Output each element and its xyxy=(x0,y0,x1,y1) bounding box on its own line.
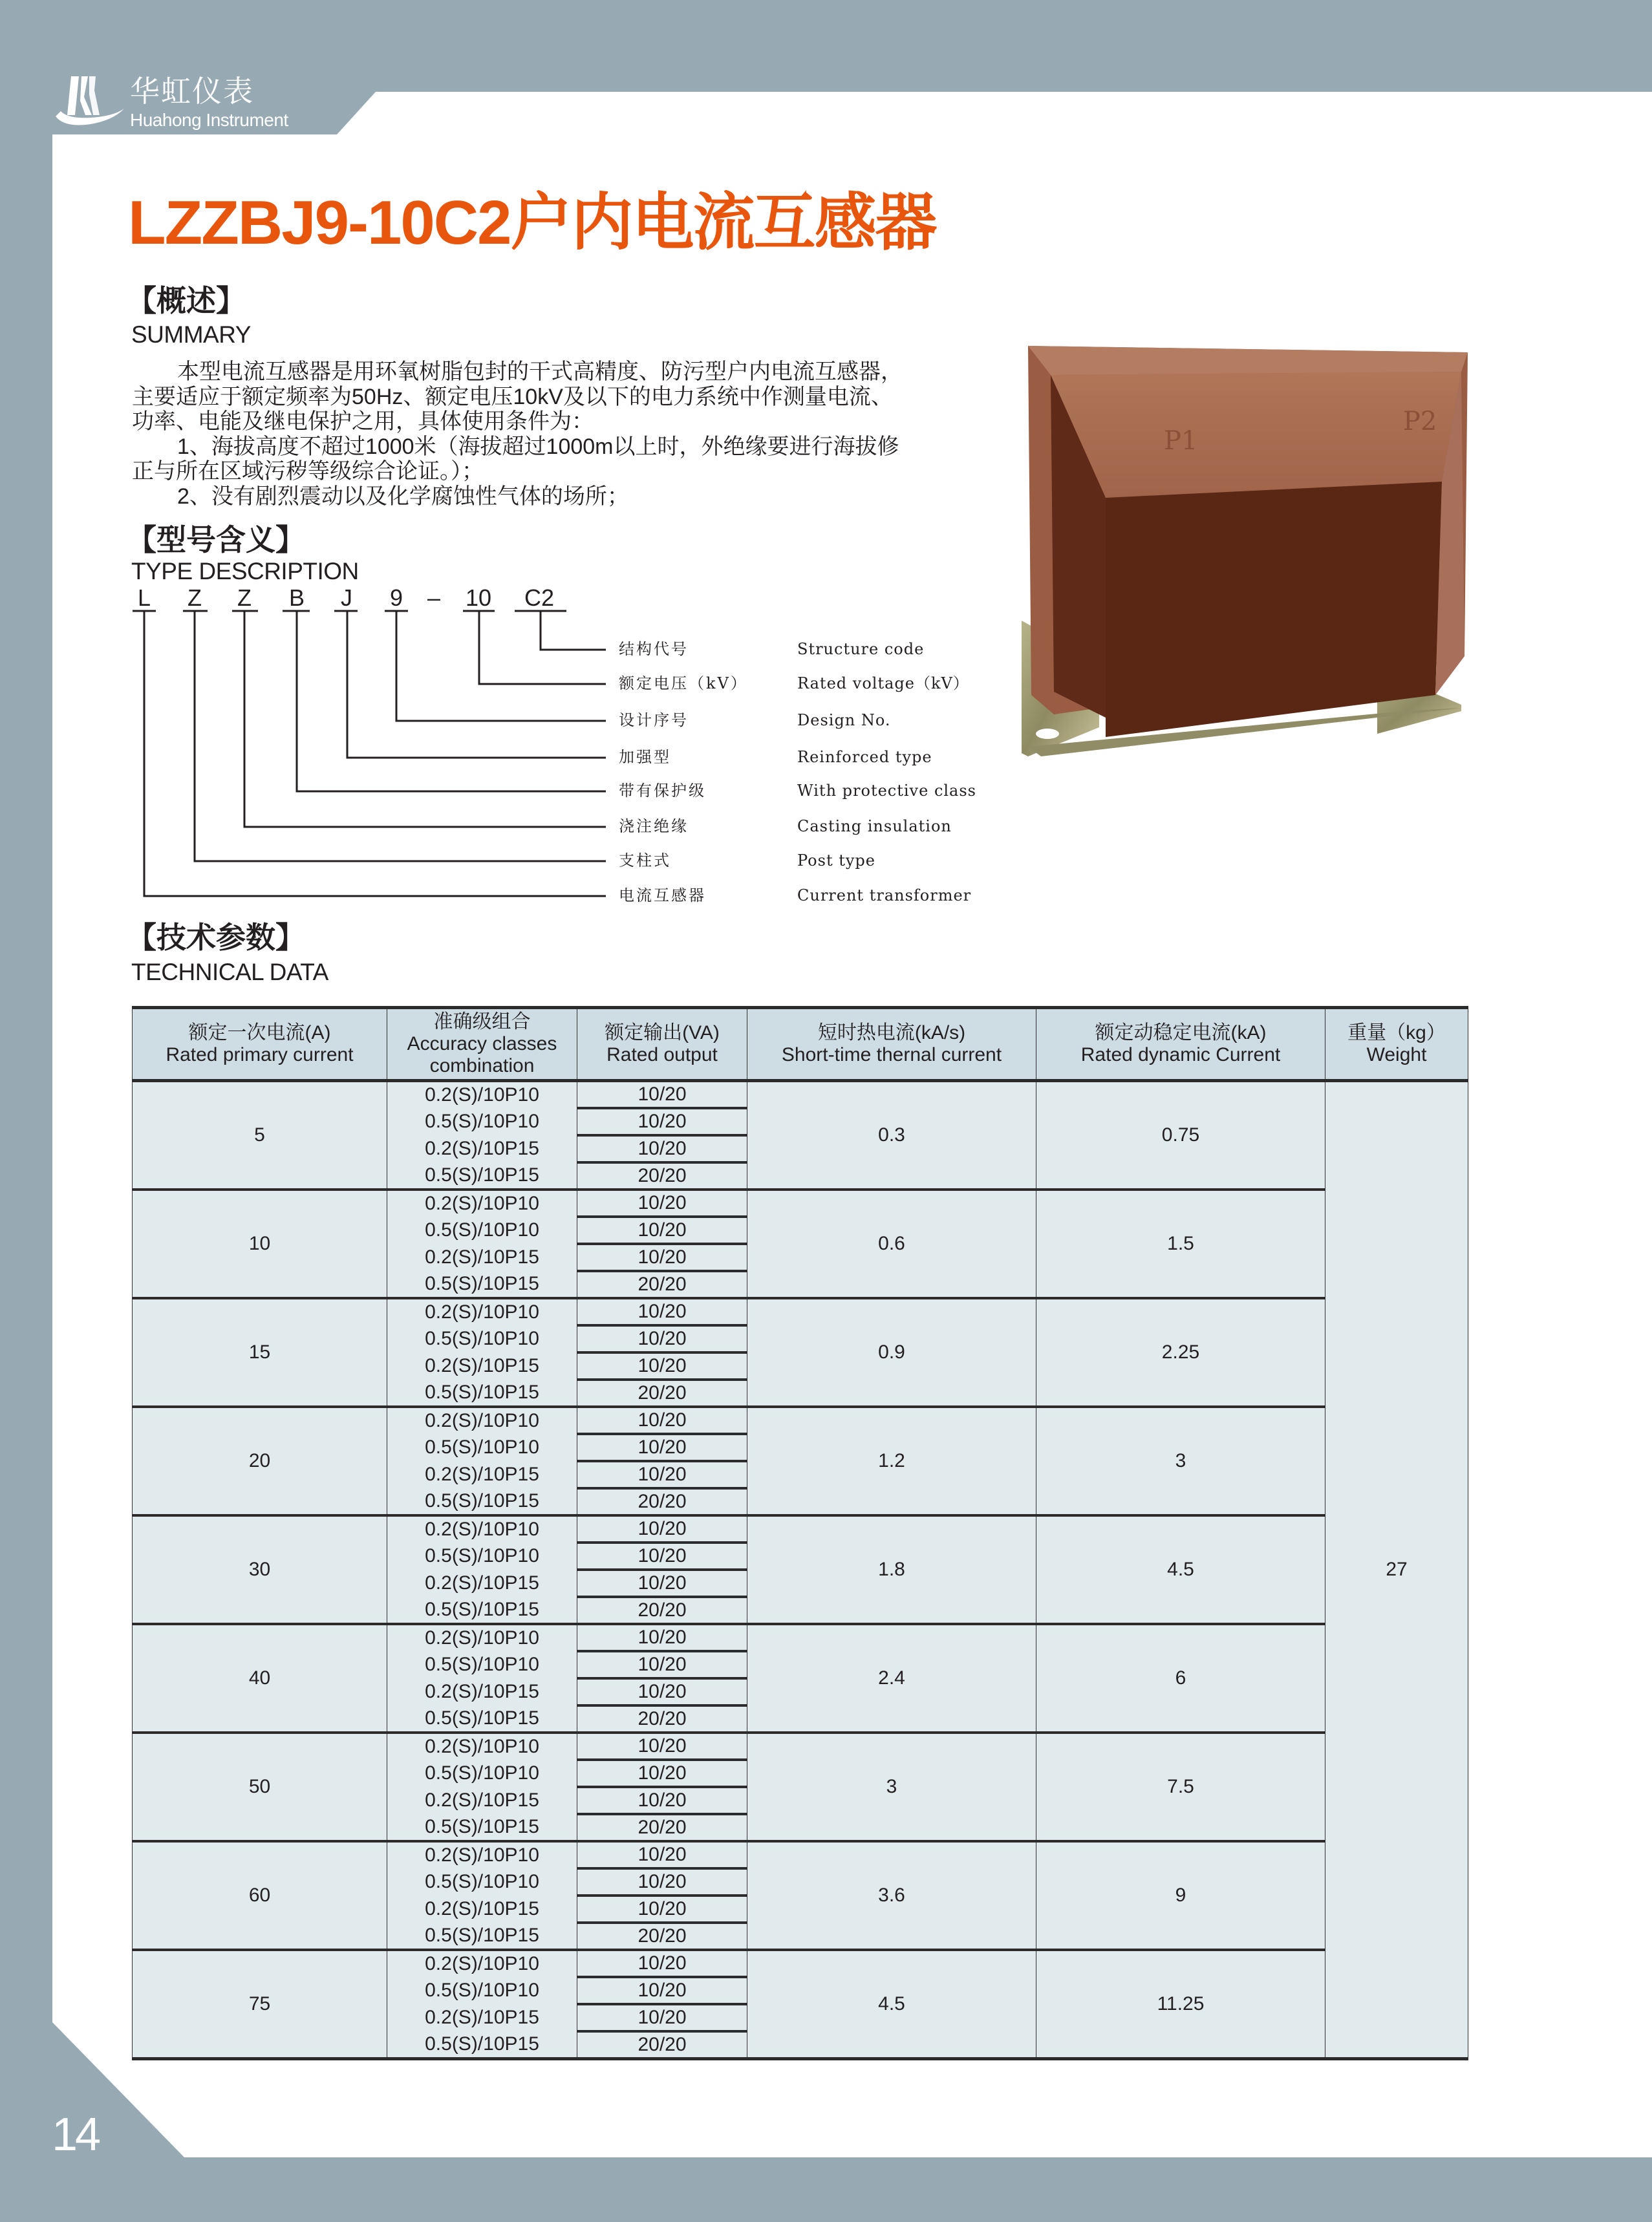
cell-accuracy-class: 0.5(S)/10P15 xyxy=(387,1380,577,1407)
type-code-letter: J xyxy=(341,584,352,611)
cell-accuracy-class: 0.5(S)/10P10 xyxy=(387,1868,577,1896)
cell-short-time-thermal-current: 0.6 xyxy=(747,1190,1036,1298)
table-header-row xyxy=(133,1008,1468,1081)
type-meaning-cn: 浇注绝缘 xyxy=(619,817,689,835)
cell-accuracy-class: 0.5(S)/10P15 xyxy=(387,2031,577,2059)
cell-rated-output: 20/20 xyxy=(577,1705,747,1733)
cell-rated-primary-current: 10 xyxy=(133,1190,387,1298)
cell-rated-output: 10/20 xyxy=(577,1678,747,1705)
cell-rated-output: 20/20 xyxy=(577,1814,747,1841)
cell-rated-output: 10/20 xyxy=(577,1352,747,1380)
cell-rated-output: 10/20 xyxy=(577,1244,747,1271)
cell-rated-primary-current: 50 xyxy=(133,1733,387,1841)
cell-rated-output: 10/20 xyxy=(577,1135,747,1162)
summary-line: 正与所在区域污秽等级综合论证。）； xyxy=(132,459,484,484)
cell-rated-output: 10/20 xyxy=(577,1434,747,1461)
header-rated-dynamic-current: 额定动稳定电流(kA) Rated dynamic Current xyxy=(1036,1008,1325,1081)
cell-accuracy-class: 0.5(S)/10P15 xyxy=(387,1162,577,1190)
cell-accuracy-class: 0.5(S)/10P10 xyxy=(387,1325,577,1352)
type-heading-en: TYPE DESCRIPTION xyxy=(131,558,359,584)
table-row xyxy=(133,1733,1468,1760)
cell-rated-primary-current: 40 xyxy=(133,1624,387,1733)
cell-rated-output: 10/20 xyxy=(577,1217,747,1244)
type-code-letter: 10 xyxy=(465,584,492,611)
table-row xyxy=(133,1190,1468,1217)
table-row xyxy=(133,1081,1468,1109)
summary-line: 2、没有剧烈震动以及化学腐蚀性气体的场所； xyxy=(177,484,629,509)
cell-short-time-thermal-current: 1.2 xyxy=(747,1407,1036,1515)
cell-rated-output: 20/20 xyxy=(577,1162,747,1190)
cell-rated-primary-current: 75 xyxy=(133,1950,387,2059)
brand-name-cn: 华虹仪表 xyxy=(130,74,254,108)
cell-rated-output: 10/20 xyxy=(577,1651,747,1678)
cell-accuracy-class: 0.2(S)/10P10 xyxy=(387,1733,577,1760)
type-meaning-en: Design No. xyxy=(797,711,891,729)
page-title: LZZBJ9-10C2户内电流互感器 xyxy=(128,188,936,257)
cell-rated-output: 10/20 xyxy=(577,1461,747,1488)
type-meaning-en: Structure code xyxy=(797,640,925,658)
cell-rated-dynamic-current: 2.25 xyxy=(1036,1298,1325,1407)
type-code-letter: Z xyxy=(237,584,252,611)
cell-rated-output: 10/20 xyxy=(577,1896,747,1923)
cell-accuracy-class: 0.2(S)/10P15 xyxy=(387,1352,577,1380)
summary-heading-en: SUMMARY xyxy=(131,321,251,348)
cell-rated-output: 20/20 xyxy=(577,1597,747,1624)
cell-accuracy-class: 0.2(S)/10P15 xyxy=(387,1570,577,1597)
type-meaning-cn: 结构代号 xyxy=(619,640,689,658)
table-row xyxy=(133,1407,1468,1434)
technical-heading-cn: 【技术参数】 xyxy=(127,921,305,954)
cell-short-time-thermal-current: 0.9 xyxy=(747,1298,1036,1407)
header-rated-primary-current: 额定一次电流(A) Rated primary current xyxy=(133,1008,387,1081)
product-photo xyxy=(1015,333,1481,756)
cell-short-time-thermal-current: 4.5 xyxy=(747,1950,1036,2059)
cell-rated-output: 10/20 xyxy=(577,1190,747,1217)
cell-accuracy-class: 0.5(S)/10P15 xyxy=(387,1488,577,1515)
cell-rated-dynamic-current: 7.5 xyxy=(1036,1733,1325,1841)
cell-rated-output: 20/20 xyxy=(577,1380,747,1407)
cell-rated-output: 20/20 xyxy=(577,1488,747,1515)
technical-heading-en: TECHNICAL DATA xyxy=(131,959,328,985)
type-meaning-cn: 加强型 xyxy=(619,748,671,766)
summary-line: 1、海拔高度不超过1000米（海拔超过1000m以上时，外绝缘要进行海拔修 xyxy=(177,434,899,459)
cell-accuracy-class: 0.5(S)/10P10 xyxy=(387,1543,577,1570)
cell-rated-dynamic-current: 1.5 xyxy=(1036,1190,1325,1298)
cell-rated-primary-current: 30 xyxy=(133,1515,387,1624)
cell-rated-output: 20/20 xyxy=(577,2031,747,2059)
header-short-time-thermal-current: 短时热电流(kA/s) Short-time thernal current xyxy=(747,1008,1036,1081)
type-code-letter: C2 xyxy=(524,584,555,611)
header-accuracy-classes: 准确级组合 Accuracy classes combination xyxy=(387,1008,577,1081)
type-meaning-en: With protective class xyxy=(797,782,976,800)
cell-rated-primary-current: 60 xyxy=(133,1841,387,1950)
brand-name-en: Huahong Instrument xyxy=(130,110,288,130)
cell-short-time-thermal-current: 3 xyxy=(747,1733,1036,1841)
cell-accuracy-class: 0.2(S)/10P10 xyxy=(387,1515,577,1543)
cell-accuracy-class: 0.2(S)/10P15 xyxy=(387,1787,577,1814)
cell-rated-output: 10/20 xyxy=(577,1570,747,1597)
cell-accuracy-class: 0.5(S)/10P10 xyxy=(387,1760,577,1787)
type-meaning-cn: 额定电压（kV） xyxy=(619,674,748,692)
header-rated-output: 额定输出(VA) Rated output xyxy=(577,1008,747,1081)
table-row xyxy=(133,1624,1468,1651)
cell-weight: 27 xyxy=(1325,1081,1468,2059)
cell-short-time-thermal-current: 1.8 xyxy=(747,1515,1036,1624)
cell-accuracy-class: 0.2(S)/10P10 xyxy=(387,1407,577,1434)
photo-label-p2: P2 xyxy=(1403,407,1437,436)
cell-rated-output: 20/20 xyxy=(577,1271,747,1298)
cell-accuracy-class: 0.2(S)/10P15 xyxy=(387,1135,577,1162)
cell-accuracy-class: 0.5(S)/10P10 xyxy=(387,1434,577,1461)
cell-accuracy-class: 0.5(S)/10P10 xyxy=(387,1108,577,1135)
cell-short-time-thermal-current: 3.6 xyxy=(747,1841,1036,1950)
type-meaning-en: Casting insulation xyxy=(797,817,952,835)
cell-accuracy-class: 0.5(S)/10P15 xyxy=(387,1923,577,1950)
cell-rated-dynamic-current: 6 xyxy=(1036,1624,1325,1733)
cell-accuracy-class: 0.5(S)/10P10 xyxy=(387,1217,577,1244)
table-row xyxy=(133,1515,1468,1543)
cell-accuracy-class: 0.2(S)/10P15 xyxy=(387,1461,577,1488)
cell-accuracy-class: 0.2(S)/10P15 xyxy=(387,2004,577,2031)
type-meaning-en: Rated voltage（kV） xyxy=(797,674,969,692)
cell-rated-output: 10/20 xyxy=(577,1515,747,1543)
type-code-letter: L xyxy=(137,584,151,611)
cell-rated-output: 10/20 xyxy=(577,1298,747,1325)
type-code-letter: Z xyxy=(188,584,202,611)
cell-rated-primary-current: 5 xyxy=(133,1081,387,1190)
cell-rated-output: 10/20 xyxy=(577,1787,747,1814)
cell-accuracy-class: 0.5(S)/10P15 xyxy=(387,1271,577,1298)
table-row xyxy=(133,1298,1468,1325)
type-meaning-en: Post type xyxy=(797,851,875,870)
summary-line: 主要适应于额定频率为50Hz、额定电压10kV及以下的电力系统中作测量电流、 xyxy=(132,384,893,409)
cell-accuracy-class: 0.2(S)/10P10 xyxy=(387,1190,577,1217)
cell-rated-dynamic-current: 11.25 xyxy=(1036,1950,1325,2059)
summary-line: 功率、电能及继电保护之用，具体使用条件为： xyxy=(132,409,594,434)
cell-rated-primary-current: 20 xyxy=(133,1407,387,1515)
technical-data-table xyxy=(132,1006,1468,2060)
type-meaning-cn: 支柱式 xyxy=(619,851,671,870)
type-code-letter: 9 xyxy=(389,584,403,611)
cell-rated-output: 10/20 xyxy=(577,1325,747,1352)
type-heading-cn: 【型号含义】 xyxy=(127,523,305,557)
summary-line: 本型电流互感器是用环氧树脂包封的干式高精度、防污型户内电流互感器， xyxy=(177,359,903,384)
cell-rated-output: 10/20 xyxy=(577,1733,747,1760)
photo-label-p1: P1 xyxy=(1164,426,1198,456)
cell-accuracy-class: 0.2(S)/10P10 xyxy=(387,1950,577,1977)
cell-rated-output: 20/20 xyxy=(577,1923,747,1950)
table-row xyxy=(133,1950,1468,1977)
cell-rated-dynamic-current: 0.75 xyxy=(1036,1081,1325,1190)
cell-rated-output: 10/20 xyxy=(577,1081,747,1109)
cell-rated-output: 10/20 xyxy=(577,1543,747,1570)
cell-accuracy-class: 0.5(S)/10P15 xyxy=(387,1705,577,1733)
summary-heading-cn: 【概述】 xyxy=(127,284,246,317)
cell-accuracy-class: 0.5(S)/10P15 xyxy=(387,1597,577,1624)
cell-rated-output: 10/20 xyxy=(577,1624,747,1651)
cell-rated-output: 10/20 xyxy=(577,2004,747,2031)
type-meaning-en: Current transformer xyxy=(797,886,972,904)
cell-rated-output: 10/20 xyxy=(577,1841,747,1868)
cell-accuracy-class: 0.2(S)/10P10 xyxy=(387,1081,577,1109)
cell-rated-dynamic-current: 9 xyxy=(1036,1841,1325,1950)
type-meaning-cn: 电流互感器 xyxy=(619,886,706,904)
cell-rated-dynamic-current: 3 xyxy=(1036,1407,1325,1515)
cell-accuracy-class: 0.5(S)/10P10 xyxy=(387,1977,577,2004)
type-code-dash: – xyxy=(427,584,441,611)
cell-short-time-thermal-current: 0.3 xyxy=(747,1081,1036,1190)
cell-accuracy-class: 0.2(S)/10P10 xyxy=(387,1624,577,1651)
header-weight: 重量（kg） Weight xyxy=(1325,1008,1468,1081)
cell-rated-output: 10/20 xyxy=(577,1108,747,1135)
cell-rated-output: 10/20 xyxy=(577,1868,747,1896)
type-meaning-cn: 带有保护级 xyxy=(619,782,706,800)
type-code-letter: B xyxy=(288,584,305,611)
cell-accuracy-class: 0.5(S)/10P15 xyxy=(387,1814,577,1841)
cell-accuracy-class: 0.2(S)/10P15 xyxy=(387,1244,577,1271)
cell-rated-primary-current: 15 xyxy=(133,1298,387,1407)
cell-accuracy-class: 0.2(S)/10P15 xyxy=(387,1896,577,1923)
cell-accuracy-class: 0.2(S)/10P15 xyxy=(387,1678,577,1705)
table-row xyxy=(133,1841,1468,1868)
cell-accuracy-class: 0.2(S)/10P10 xyxy=(387,1841,577,1868)
cell-rated-output: 10/20 xyxy=(577,1950,747,1977)
cell-short-time-thermal-current: 2.4 xyxy=(747,1624,1036,1733)
type-meaning-cn: 设计序号 xyxy=(619,711,689,729)
cell-rated-output: 10/20 xyxy=(577,1977,747,2004)
cell-rated-output: 10/20 xyxy=(577,1760,747,1787)
type-meaning-en: Reinforced type xyxy=(797,748,932,766)
page-number: 14 xyxy=(52,2109,99,2161)
type-code-leader-lines xyxy=(0,0,647,918)
cell-rated-dynamic-current: 4.5 xyxy=(1036,1515,1325,1624)
cell-accuracy-class: 0.5(S)/10P10 xyxy=(387,1651,577,1678)
cell-accuracy-class: 0.2(S)/10P10 xyxy=(387,1298,577,1325)
cell-rated-output: 10/20 xyxy=(577,1407,747,1434)
